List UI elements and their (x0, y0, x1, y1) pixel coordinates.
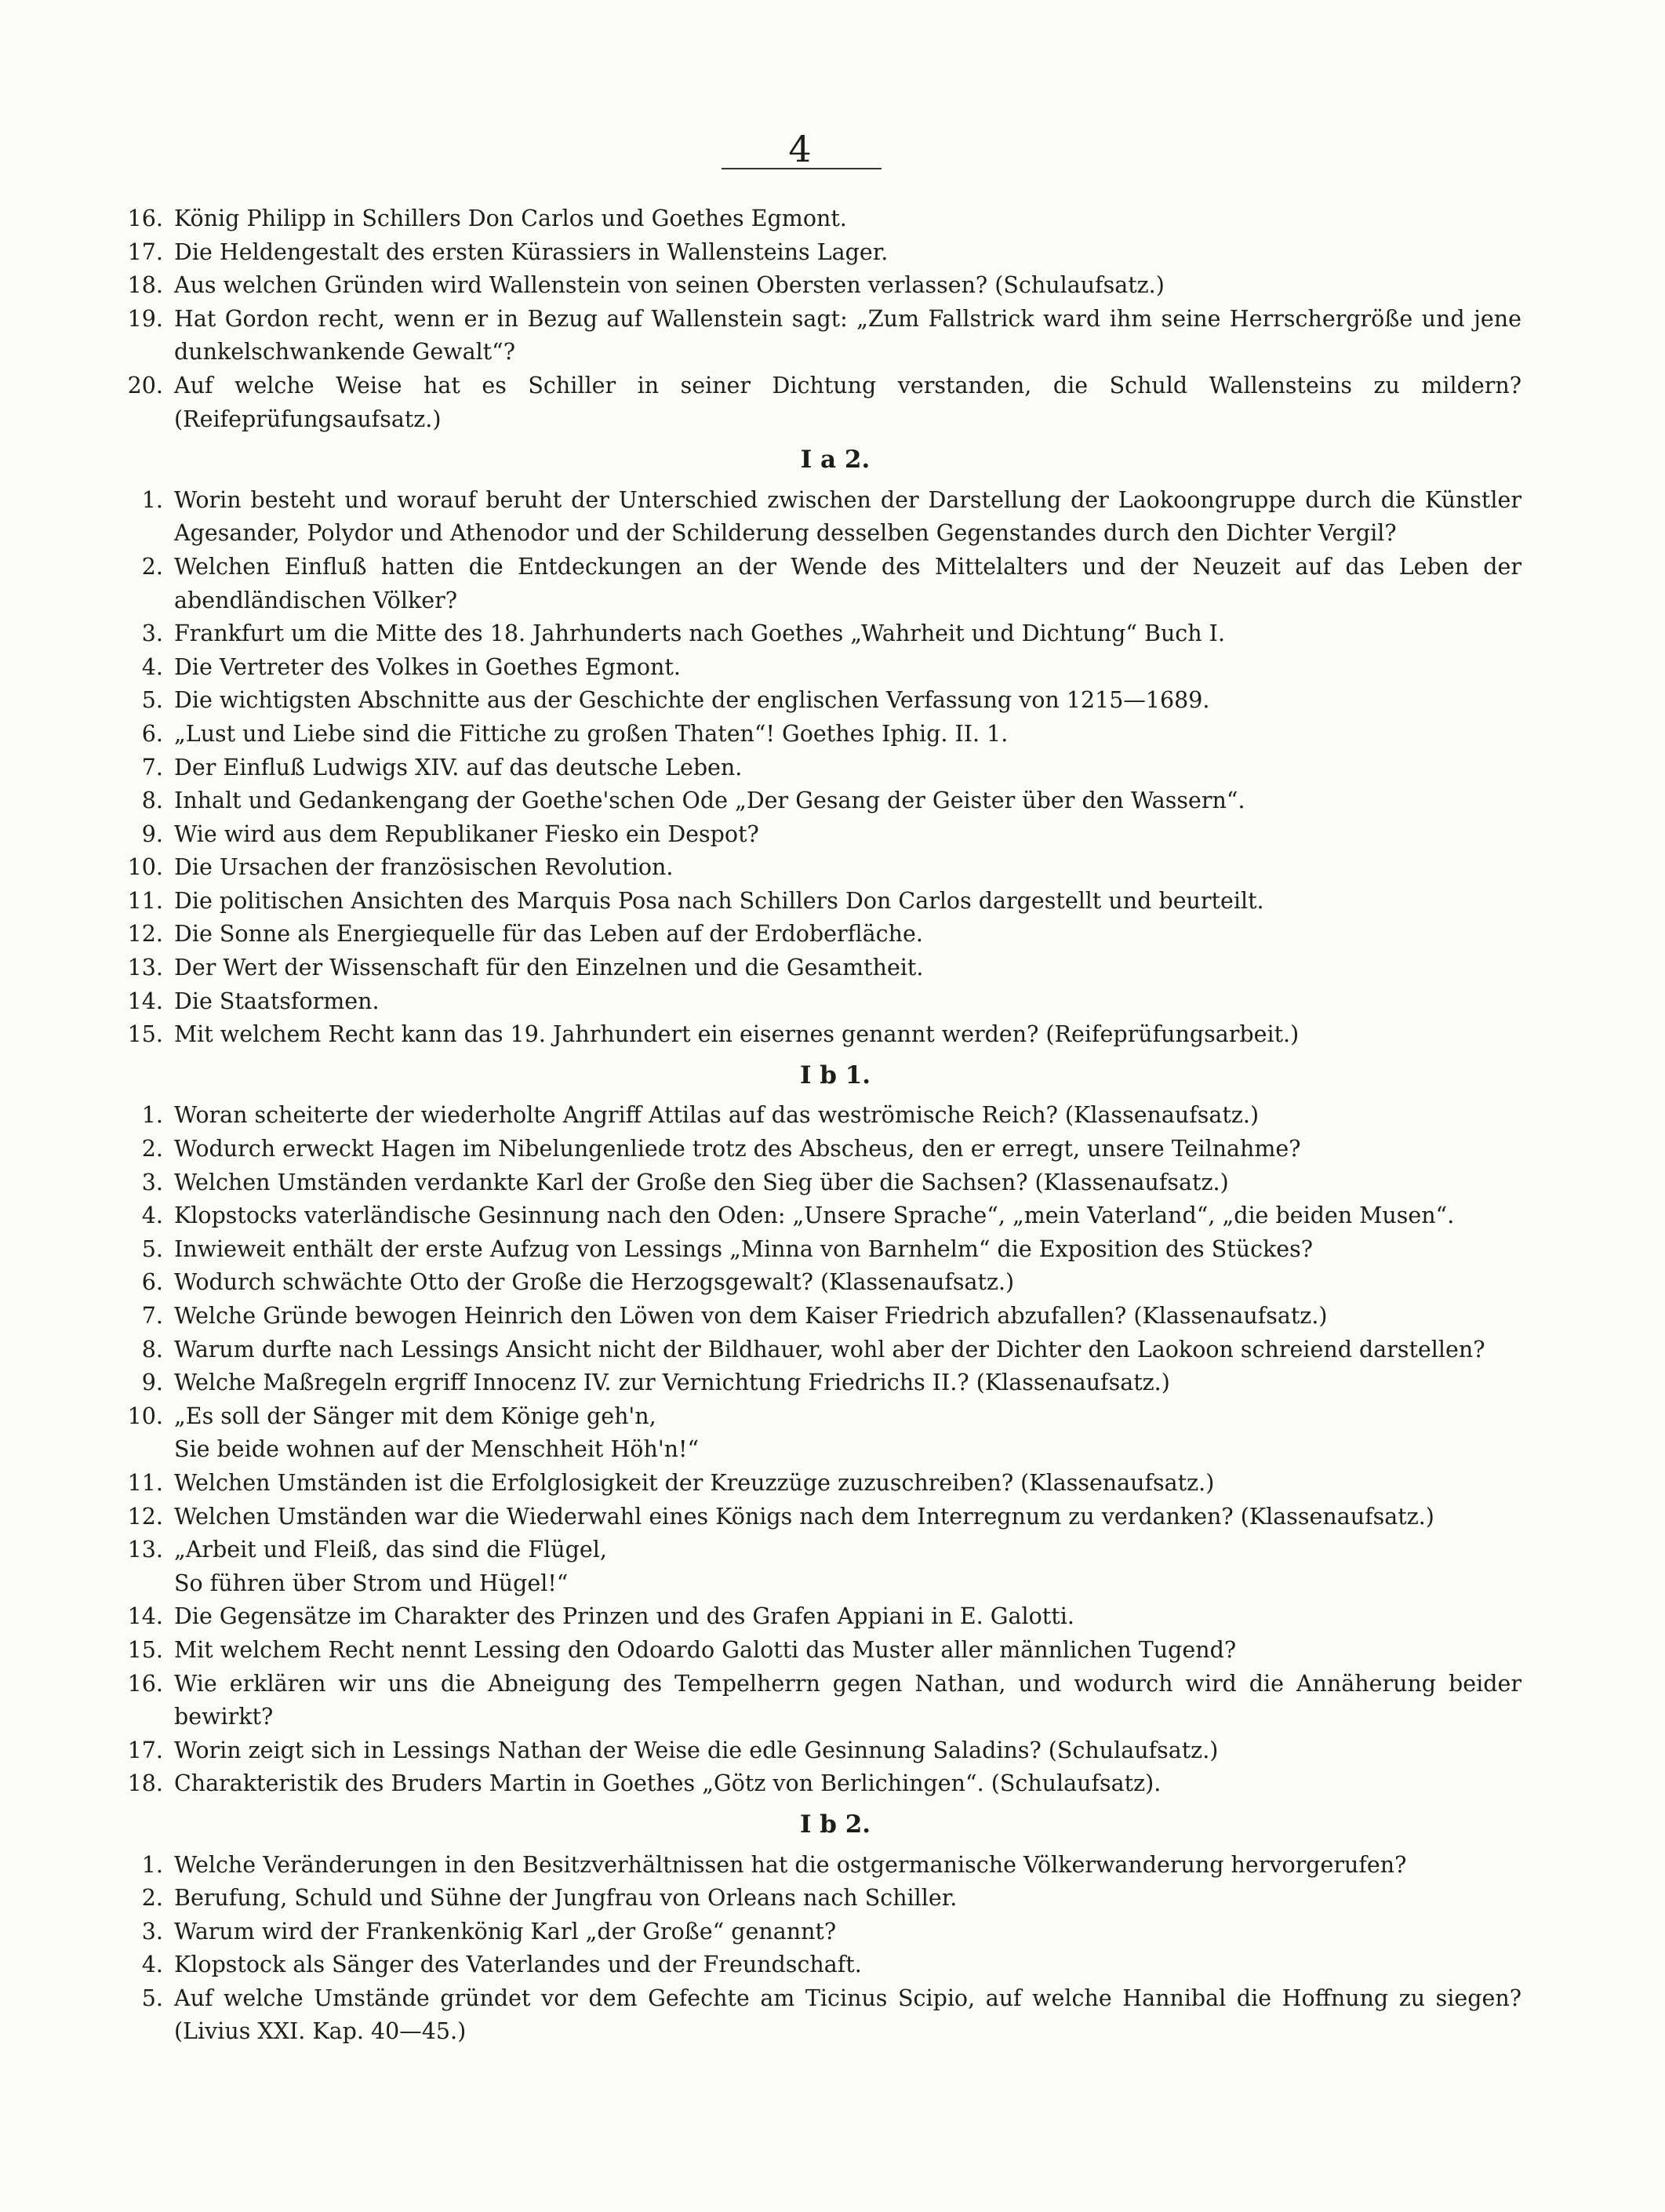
item-text (163, 1982, 1521, 2049)
topic-item (118, 851, 1521, 885)
item-text-line: Die Vertreter des Volkes in Goethes Egmont. (174, 653, 681, 680)
topic-item (118, 751, 1521, 785)
item-text (163, 1533, 1521, 1600)
item-text-line: „Arbeit und Fleiß, das sind die Flügel, (174, 1537, 607, 1563)
topic-item (118, 1734, 1521, 1768)
item-number: 7. (141, 1303, 163, 1329)
item-text (163, 1600, 1521, 1634)
item-text-line: „Es soll der Sänger mit dem Könige geh'n, (174, 1403, 656, 1429)
item-number: 17. (127, 1737, 163, 1763)
item-number: 16. (127, 206, 163, 231)
page-number: 4 (788, 128, 812, 170)
item-text-line: Klopstock als Sänger des Vaterlandes und der Freundschaft. (174, 1952, 862, 1978)
item-text-line: Mit welchem Recht kann das 19. Jahrhundert ein eisernes genannt werden? (Reifeprüfungsarbeit.) (174, 1021, 1300, 1048)
topic-item (118, 1366, 1521, 1400)
item-number: 4. (141, 1952, 163, 1978)
item-number: 13. (127, 955, 163, 981)
item-text-line: Welche Veränderungen in den Besitzverhältnissen hat die ostgermanische Völkerwanderung hervorgerufen? (174, 1851, 1407, 1878)
item-text (163, 1915, 1521, 1949)
topic-item (118, 718, 1521, 751)
item-text (163, 818, 1521, 852)
item-number: 8. (141, 788, 163, 814)
item-number: 4. (141, 1202, 163, 1229)
item-text-line: Inhalt und Gedankengang der Goethe'schen Ode „Der Gesang der Geister über den Wassern“. (174, 788, 1245, 814)
topic-item (118, 551, 1521, 617)
item-number: 17. (127, 238, 163, 265)
item-number: 2. (141, 553, 163, 580)
item-text-line: Hat Gordon recht, wenn er in Bezug auf Wallenstein sagt: „Zum Fallstrick ward ihm seine Herrschergröße und jene dunkelschwankende Gewalt“? (174, 305, 1521, 366)
item-text (163, 1099, 1521, 1133)
item-text (163, 484, 1521, 551)
item-text (163, 617, 1521, 651)
item-text (163, 684, 1521, 718)
item-number: 16. (127, 1670, 163, 1697)
item-text-line: Warum wird der Frankenkönig Karl „der Große“ genannt? (174, 1918, 837, 1945)
document-body (118, 202, 1521, 2049)
topic-item (118, 369, 1521, 436)
topic-item (118, 1982, 1521, 2049)
item-text (163, 1266, 1521, 1300)
item-text (163, 303, 1521, 369)
item-number: 15. (127, 1021, 163, 1048)
item-text-line: Die Staatsformen. (174, 988, 380, 1014)
item-text-line: Warum durfte nach Lessings Ansicht nicht der Bildhauer, wohl aber der Dichter den Laokoon schreiend darstellen? (174, 1336, 1485, 1362)
item-number: 3. (141, 1918, 163, 1945)
item-number: 6. (141, 1269, 163, 1296)
item-text-line: Auf welche Weise hat es Schiller in seiner Dichtung verstanden, die Schuld Wallensteins zu mildern? (Reifeprüfungsaufsatz.) (174, 372, 1521, 432)
item-number: 6. (141, 720, 163, 747)
item-text-line: Aus welchen Gründen wird Wallenstein von seinen Obersten verlassen? (Schulaufsatz.) (174, 272, 1165, 299)
topic-item (118, 1333, 1521, 1367)
item-text (163, 1233, 1521, 1267)
item-number: 4. (141, 653, 163, 680)
item-text-line: „Lust und Liebe sind die Fittiche zu großen Thaten“! Goethes Iphig. II. 1. (174, 720, 1009, 747)
item-text-line: Die Gegensätze im Charakter des Prinzen und des Grafen Appiani in E. Galotti. (174, 1603, 1074, 1630)
item-text (163, 1199, 1521, 1233)
topic-item (118, 1849, 1521, 1883)
page-number-rule (722, 168, 882, 169)
topic-item (118, 684, 1521, 718)
item-number: 10. (127, 854, 163, 881)
item-number: 15. (127, 1636, 163, 1663)
item-text-line: Welchen Einfluß hatten die Entdeckungen an der Wende des Mittelalters und der Neuzeit auf das Leben der abendländischen Völker? (174, 553, 1521, 613)
item-text-line: Berufung, Schuld und Sühne der Jungfrau von Orleans nach Schiller. (174, 1885, 958, 1912)
topic-item (118, 1018, 1521, 1052)
topic-item (118, 1533, 1521, 1600)
item-text (163, 718, 1521, 751)
topic-item (118, 303, 1521, 369)
item-text-line: Charakteristik des Bruders Martin in Goethes „Götz von Berlichingen“. (Schulaufsatz). (174, 1770, 1162, 1797)
item-text (163, 551, 1521, 617)
item-number: 3. (141, 1169, 163, 1195)
item-text-line: König Philipp in Schillers Don Carlos und Goethes Egmont. (174, 206, 847, 231)
topic-item (118, 1501, 1521, 1534)
topic-item (118, 1166, 1521, 1200)
item-number: 9. (141, 1370, 163, 1396)
item-text (163, 1501, 1521, 1534)
item-text (163, 1300, 1521, 1333)
item-text (163, 1882, 1521, 1915)
item-text (163, 1366, 1521, 1400)
item-number: 3. (141, 620, 163, 647)
topic-item (118, 1767, 1521, 1801)
item-number: 20. (127, 372, 163, 398)
item-text (163, 1467, 1521, 1501)
item-number: 1. (141, 1102, 163, 1129)
item-number: 5. (141, 1235, 163, 1262)
item-text (163, 951, 1521, 985)
topic-item (118, 951, 1521, 985)
item-text-line: Inwieweit enthält der erste Aufzug von Lessings „Minna von Barnhelm“ die Exposition des Stückes? (174, 1235, 1314, 1262)
item-text-line: Der Wert der Wissenschaft für den Einzelnen und die Gesamtheit. (174, 955, 924, 981)
item-text-line: Die politischen Ansichten des Marquis Posa nach Schillers Don Carlos dargestellt und beurteilt. (174, 887, 1264, 914)
item-text-line: Welche Maßregeln ergriff Innocenz IV. zur Vernichtung Friedrichs II.? (Klassenaufsatz.) (174, 1370, 1170, 1396)
item-text-line: Wodurch schwächte Otto der Große die Herzogsgewalt? (Klassenaufsatz.) (174, 1269, 1015, 1296)
topic-item (118, 484, 1521, 551)
item-text (163, 784, 1521, 818)
item-text (163, 1166, 1521, 1200)
item-text-line: Worin besteht und worauf beruht der Unterschied zwischen der Darstellung der Laokoongruppe durch die Künstler Agesander, Polydor und Athenodor und der Schilderung desselben Gegenstandes durch den Dichter Vergil? (174, 486, 1521, 547)
item-text-line: Die Ursachen der französischen Revolution. (174, 854, 674, 881)
topic-item (118, 1948, 1521, 1982)
item-text-line: Die wichtigsten Abschnitte aus der Geschichte der englischen Verfassung von 1215—1689. (174, 687, 1210, 714)
item-number: 5. (141, 1985, 163, 2011)
topic-item (118, 651, 1521, 685)
topic-item (118, 985, 1521, 1019)
topic-item (118, 1600, 1521, 1634)
item-text (163, 1400, 1521, 1467)
item-text-line: Woran scheiterte der wiederholte Angriff Attilas auf das weströmische Reich? (Klassenaufsatz.) (174, 1102, 1260, 1129)
item-text-line: Mit welchem Recht nennt Lessing den Odoardo Galotti das Muster aller männlichen Tugend? (174, 1636, 1237, 1663)
item-number: 1. (141, 1851, 163, 1878)
topic-item (118, 1668, 1521, 1734)
item-number: 14. (127, 988, 163, 1014)
topic-item (118, 1400, 1521, 1467)
topic-item (118, 236, 1521, 270)
item-text-line: So führen über Strom und Hügel!“ (174, 1570, 569, 1596)
topic-item (118, 1882, 1521, 1915)
item-text (163, 1133, 1521, 1166)
item-text (163, 1849, 1521, 1883)
item-text (163, 651, 1521, 685)
item-text (163, 1634, 1521, 1668)
item-text (163, 1734, 1521, 1768)
item-number: 11. (127, 1469, 163, 1496)
item-text-line: Frankfurt um die Mitte des 18. Jahrhunderts nach Goethes „Wahrheit und Dichtung“ Buch I. (174, 620, 1226, 647)
topic-item (118, 1634, 1521, 1668)
item-text-line: Klopstocks vaterländische Gesinnung nach den Oden: „Unsere Sprache“, „mein Vaterland“, „die beiden Musen“. (174, 1202, 1455, 1229)
item-text-line: Die Sonne als Energiequelle für das Leben auf der Erdoberfläche. (174, 921, 923, 948)
topic-item (118, 1099, 1521, 1133)
topic-item (118, 885, 1521, 919)
item-number: 9. (141, 820, 163, 847)
item-text (163, 202, 1521, 236)
topic-item (118, 617, 1521, 651)
topic-item (118, 918, 1521, 951)
item-text (163, 1018, 1521, 1052)
item-text-line: Welche Gründe bewogen Heinrich den Löwen von dem Kaiser Friedrich abzufallen? (Klassenaufsatz.) (174, 1303, 1328, 1329)
item-number: 12. (127, 921, 163, 948)
item-text-line: Worin zeigt sich in Lessings Nathan der Weise die edle Gesinnung Saladins? (Schulaufsatz.) (174, 1737, 1219, 1763)
topic-item (118, 1300, 1521, 1333)
topic-item (118, 1467, 1521, 1501)
topic-item (118, 1133, 1521, 1166)
item-number: 11. (127, 887, 163, 914)
item-number: 7. (141, 754, 163, 780)
item-number: 10. (127, 1403, 163, 1429)
item-number: 2. (141, 1136, 163, 1162)
topic-item (118, 202, 1521, 236)
item-text (163, 985, 1521, 1019)
topic-item (118, 818, 1521, 852)
item-text-line: Auf welche Umstände gründet vor dem Gefechte am Ticinus Scipio, auf welche Hannibal die Hoffnung zu siegen? (Livius XXI. Kap. 40—45.) (174, 1985, 1521, 2045)
item-text-line: Wodurch erweckt Hagen im Nibelungenliede trotz des Abscheus, den er erregt, unsere Teilnahme? (174, 1136, 1301, 1162)
section-heading: I b 1. (799, 1061, 871, 1090)
item-number: 18. (127, 272, 163, 299)
item-text-line: Welchen Umständen war die Wiederwahl eines Königs nach dem Interregnum zu verdanken? (Klassenaufsatz.) (174, 1503, 1434, 1530)
item-text (163, 236, 1521, 270)
section-heading: I b 2. (799, 1810, 871, 1839)
item-text (163, 1767, 1521, 1801)
item-text-line: Der Einfluß Ludwigs XIV. auf das deutsche Leben. (174, 754, 743, 780)
topic-item (118, 269, 1521, 303)
item-number: 19. (127, 305, 163, 332)
item-text-line: Wie wird aus dem Republikaner Fiesko ein Despot? (174, 820, 759, 847)
item-number: 5. (141, 687, 163, 714)
topic-item (118, 1199, 1521, 1233)
item-number: 1. (141, 486, 163, 513)
item-text-line: Welchen Umständen ist die Erfolglosigkeit der Kreuzzüge zuzuschreiben? (Klassenaufsatz.) (174, 1469, 1215, 1496)
item-text-line: Die Heldengestalt des ersten Kürassiers in Wallensteins Lager. (174, 238, 889, 265)
item-text (163, 369, 1521, 436)
item-number: 2. (141, 1885, 163, 1912)
item-number: 13. (127, 1537, 163, 1563)
item-text-line: Welchen Umständen verdankte Karl der Große den Sieg über die Sachsen? (Klassenaufsatz.) (174, 1169, 1229, 1195)
item-number: 12. (127, 1503, 163, 1530)
item-text (163, 1668, 1521, 1734)
item-text (163, 1333, 1521, 1367)
item-text (163, 751, 1521, 785)
topic-item (118, 1233, 1521, 1267)
topic-item (118, 1266, 1521, 1300)
item-text-line: Wie erklären wir uns die Abneigung des Tempelherrn gegen Nathan, und wodurch wird die Annäherung beider bewirkt? (174, 1670, 1521, 1730)
item-number: 8. (141, 1336, 163, 1362)
topic-item (118, 1915, 1521, 1949)
item-text (163, 1948, 1521, 1982)
item-text (163, 851, 1521, 885)
topic-item (118, 784, 1521, 818)
item-text (163, 885, 1521, 919)
item-text (163, 269, 1521, 303)
item-number: 14. (127, 1603, 163, 1630)
item-text (163, 918, 1521, 951)
item-number: 18. (127, 1770, 163, 1797)
section-heading: I a 2. (800, 446, 871, 475)
item-text-line: Sie beide wohnen auf der Menschheit Höh'n!“ (174, 1436, 700, 1463)
